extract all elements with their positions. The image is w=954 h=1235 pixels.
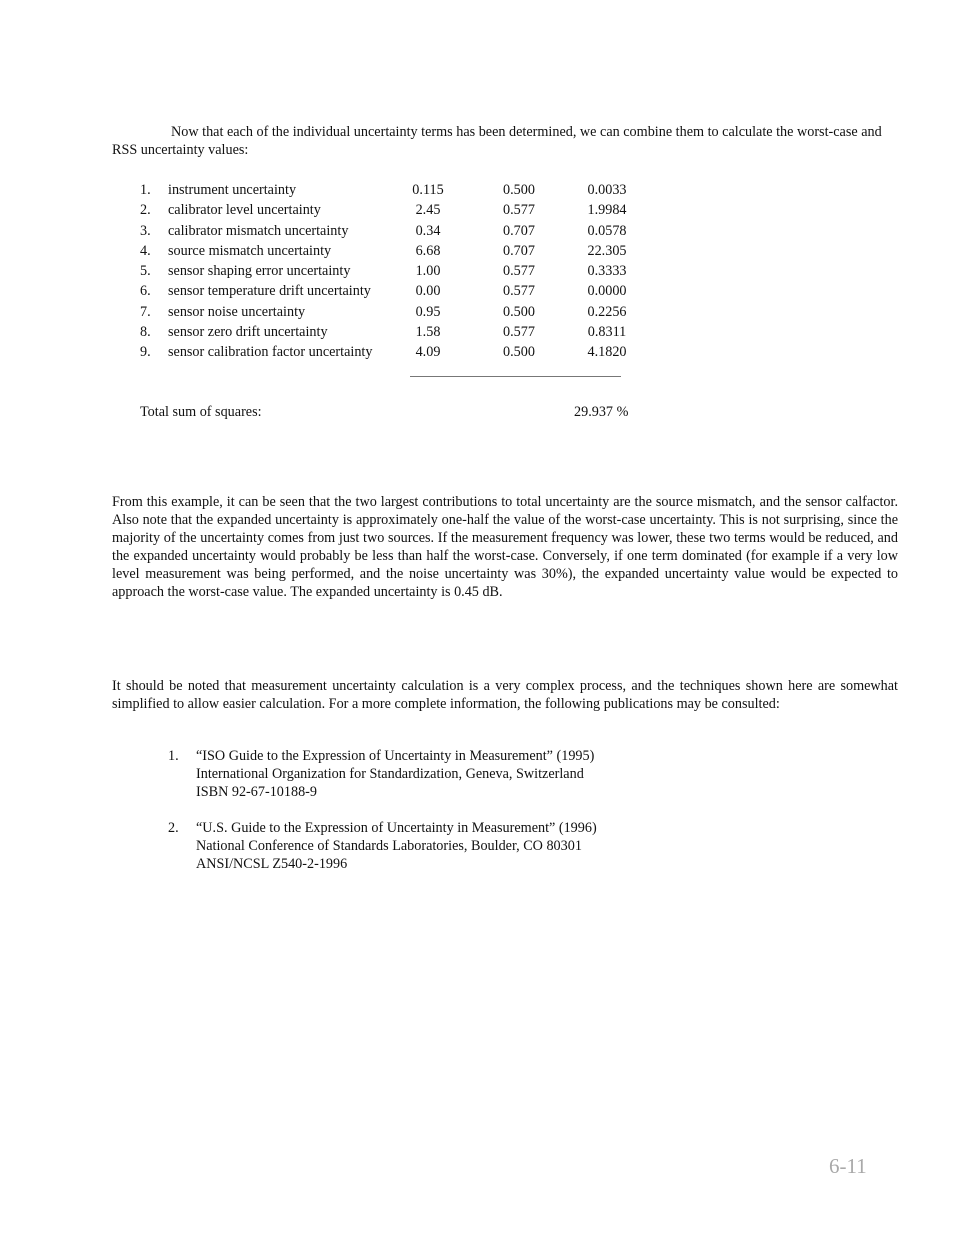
table-row: [140, 322, 660, 342]
term-value: 1.58: [415, 323, 441, 340]
term-number: 4.: [140, 242, 151, 259]
reference-title: “U.S. Guide to the Expression of Uncertainty in Measurement” (1996): [196, 820, 597, 836]
term-divisor: 0.707: [503, 242, 535, 259]
term-divisor: 0.577: [503, 323, 535, 340]
term-value: 6.68: [415, 242, 441, 259]
term-number: 2.: [140, 202, 151, 219]
reference-publisher: National Conference of Standards Laboratories, Boulder, CO 80301: [196, 838, 582, 854]
term-divisor: 0.577: [503, 283, 535, 300]
sum-divider-line: [410, 376, 621, 377]
reference-publisher: International Organization for Standardization, Geneva, Switzerland: [196, 766, 584, 782]
table-row: [140, 261, 660, 281]
reference-id: ANSI/NCSL Z540-2-1996: [196, 856, 348, 872]
term-square: 0.8311: [587, 323, 627, 340]
term-value: 0.00: [415, 283, 441, 300]
term-square: 4.1820: [587, 344, 627, 360]
term-square: 0.2256: [587, 303, 627, 320]
table-row: [140, 221, 660, 241]
term-square: 0.0000: [587, 283, 627, 300]
term-label: sensor noise uncertainty: [168, 303, 306, 320]
intro-paragraph: Now that each of the individual uncertainty terms has been determined, we can combine them to calculate the worst-case and RSS uncertainty values:: [112, 124, 882, 158]
term-number: 6.: [140, 283, 151, 300]
term-number: 7.: [140, 303, 151, 320]
table-row: [140, 281, 660, 301]
term-square: 0.3333: [587, 263, 627, 279]
term-label: calibrator level uncertainty: [168, 202, 321, 219]
table-row: [140, 342, 660, 362]
term-divisor: 0.500: [503, 344, 535, 360]
table-row: [140, 200, 660, 220]
reference-id: ISBN 92-67-10188-9: [196, 784, 317, 800]
term-value: 0.95: [415, 303, 441, 320]
term-value: 0.34: [415, 222, 441, 239]
term-number: 1.: [140, 182, 151, 198]
term-number: 8.: [140, 323, 151, 340]
reference-title: “ISO Guide to the Expression of Uncertainty in Measurement” (1995): [196, 748, 595, 764]
term-square: 0.0578: [587, 222, 627, 239]
term-value: 1.00: [415, 263, 441, 279]
table-row: [140, 241, 660, 261]
uncertainty-terms-table: [140, 180, 660, 362]
term-divisor: 0.500: [503, 182, 535, 198]
discussion-paragraph: From this example, it can be seen that the two largest contributions to total uncertainty are the source mismatch, and the sensor calfactor. Also note that the expanded uncertainty is approximately one-half the value of the worst-case uncertainty. This is not surprising, since the majority of the uncertainty comes from just two sources. If the measurement frequency was lower, these two terms would be reduced, and the expanded uncertainty would probably be less than half the worst-case. Conversely, if one term dominated (for example if a very low level measurement was being performed, and the noise uncertainty was 30%), the expanded uncertainty value would be expected to approach the worst-case value. The expanded uncertainty is 0.45 dB.: [112, 494, 898, 600]
page-number: 6-11: [829, 1154, 867, 1178]
term-number: 9.: [140, 344, 151, 360]
term-label: source mismatch uncertainty: [168, 242, 332, 259]
reference-number: 2.: [168, 820, 179, 836]
term-square: 22.305: [587, 242, 627, 259]
table-row: [140, 180, 660, 200]
term-divisor: 0.577: [503, 263, 535, 279]
term-number: 3.: [140, 222, 151, 239]
term-label: sensor shaping error uncertainty: [168, 263, 351, 279]
term-divisor: 0.707: [503, 222, 535, 239]
term-value: 2.45: [415, 202, 441, 219]
term-label: sensor calibration factor uncertainty: [168, 344, 373, 360]
term-label: sensor temperature drift uncertainty: [168, 283, 371, 300]
term-divisor: 0.500: [503, 303, 535, 320]
term-label: calibrator mismatch uncertainty: [168, 222, 349, 239]
term-value: 0.115: [412, 182, 444, 198]
term-label: instrument uncertainty: [168, 182, 297, 198]
term-divisor: 0.577: [503, 202, 535, 219]
term-value: 4.09: [415, 344, 441, 360]
note-paragraph: It should be noted that measurement uncertainty calculation is a very complex process, and the techniques shown here are somewhat simplified to allow easier calculation. For a more complete information, the following publications may be consulted:: [112, 678, 898, 712]
total-value: 29.937 %: [574, 404, 629, 420]
term-square: 0.0033: [587, 182, 627, 198]
term-square: 1.9984: [587, 202, 627, 219]
term-number: 5.: [140, 263, 151, 279]
total-label: Total sum of squares:: [140, 404, 262, 420]
table-row: [140, 302, 660, 322]
reference-number: 1.: [168, 748, 179, 764]
term-label: sensor zero drift uncertainty: [168, 323, 328, 340]
